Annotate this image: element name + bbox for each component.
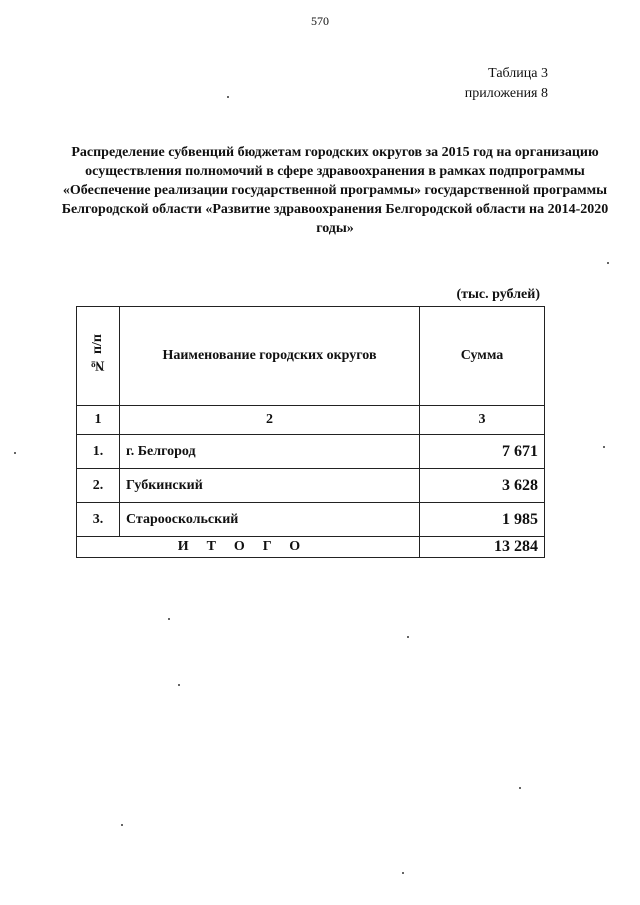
- page-number: 570: [311, 14, 329, 28]
- district-sum: 3 628: [420, 469, 545, 503]
- scan-speck: [607, 262, 609, 264]
- row-number: 2.: [77, 469, 120, 503]
- header-sum: Сумма: [420, 307, 545, 406]
- total-sum: 13 284: [420, 537, 545, 558]
- table-ref-line2: приложения 8: [464, 86, 548, 101]
- index-cell-2: 2: [120, 406, 420, 435]
- row-number: 1.: [77, 435, 120, 469]
- index-cell-1: 1: [77, 406, 120, 435]
- scan-speck: [14, 452, 16, 454]
- total-label: ИТОГО: [77, 537, 420, 558]
- units-label: (тыс. рублей): [456, 287, 540, 302]
- table-row: [77, 503, 545, 537]
- header-name: Наименование городских округов: [120, 307, 420, 406]
- scan-speck: [121, 824, 123, 826]
- scan-speck: [519, 787, 521, 789]
- subsidy-table: [76, 306, 545, 558]
- table-row: [77, 469, 545, 503]
- document-title: Распределение субвенций бюджетам городских округов за 2015 год на организацию осуществления полномочий в сфере здравоохранения в рамках подпрограммы «Обеспечение реализации государственной программы» государственной программы Белгородской области «Развитие здравоохранения Белгородской области на 2014-2020 годы»: [61, 145, 609, 236]
- scan-speck: [402, 872, 404, 874]
- index-row: [77, 406, 545, 435]
- scan-speck: [168, 618, 170, 620]
- district-sum: 1 985: [420, 503, 545, 537]
- district-name: Губкинский: [120, 469, 420, 503]
- index-cell-3: 3: [420, 406, 545, 435]
- scan-speck: [407, 636, 409, 638]
- scan-speck: [178, 684, 180, 686]
- table-row: [77, 435, 545, 469]
- scan-speck: [603, 446, 605, 448]
- scan-speck: [227, 96, 229, 98]
- district-name: г. Белгород: [120, 435, 420, 469]
- district-name: Старооскольский: [120, 503, 420, 537]
- district-sum: 7 671: [420, 435, 545, 469]
- total-row: [77, 537, 545, 558]
- table-reference: [465, 64, 548, 104]
- table-ref-line1: Таблица 3: [488, 66, 548, 81]
- header-no-text: № п/п: [90, 334, 105, 373]
- header-no: [77, 307, 120, 406]
- header-row: [77, 307, 545, 406]
- row-number: 3.: [77, 503, 120, 537]
